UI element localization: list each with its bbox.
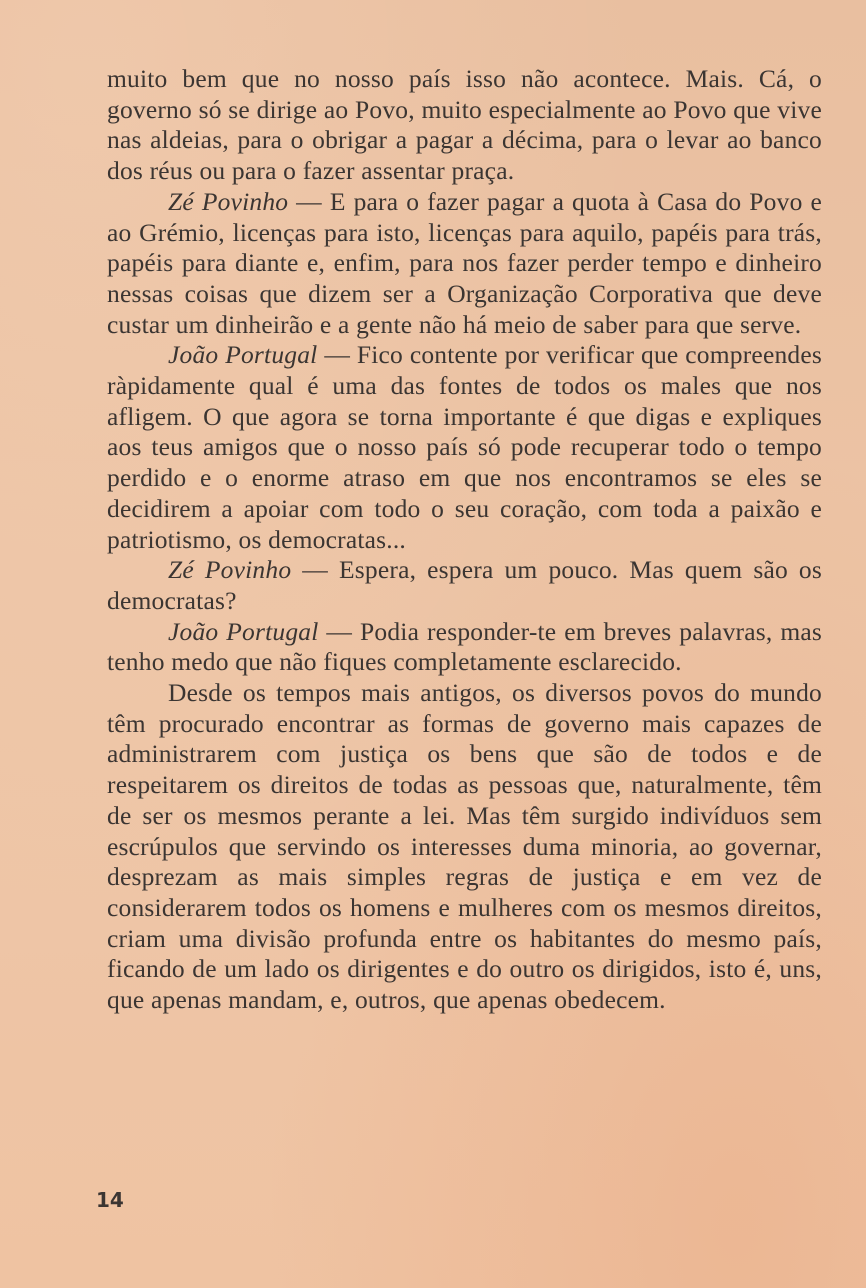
paragraph-6-text: Desde os tempos mais antigos, os diversos povos do mundo têm procurado encontrar as formas de governo mais capazes de administrarem com justiça os bens que são de todos e de respeitarem os direitos de todas as pessoas que, naturalmente, têm de ser os mesmos perante a lei. Mas têm surgido indivíduos sem escrúpulos que servindo os interesses duma minoria, ao governar, desprezam as mais simples regras de justiça e em vez de considerarem todos os homens e mulheres com os mesmos direitos, criam uma divisão profunda entre os habitantes do mesmo país, ficando de um lado os dirigentes e do outro os dirigidos, isto é, uns, que apenas mandam, e, outros, que apenas obedecem. bbox=[107, 678, 822, 1015]
speaker-joao-portugal: João Portugal bbox=[168, 340, 318, 370]
speaker-joao-portugal: João Portugal bbox=[168, 616, 319, 646]
body-text bbox=[107, 64, 822, 1016]
paragraph-5-text: — Podia responder-te em breves palavras, mas tenho medo que não fiques completamente esclarecido. bbox=[107, 616, 822, 677]
paragraph-6 bbox=[107, 678, 822, 1016]
paragraph-2 bbox=[107, 187, 822, 341]
paragraph-2-text: — E para o fazer pagar a quota à Casa do Povo e ao Grémio, licenças para isto, licenças para aquilo, papéis para trás, papéis para diante e, enfim, para nos fazer perder tempo e dinheiro nessas coisas que dizem ser a Organização Corporativa que deve custar um dinheirão e a gente não há meio de saber para que serve. bbox=[107, 186, 822, 339]
speaker-ze-povinho: Zé Povinho bbox=[168, 186, 289, 216]
paragraph-1-text: muito bem que no nosso país isso não acontece. Mais. Cá, o governo só se dirige ao Povo, muito especialmente ao Povo que vive nas aldeias, para o obrigar a pagar a décima, para o levar ao banco dos réus ou para o fazer assentar praça. bbox=[107, 64, 822, 186]
paragraph-3-text: — Fico contente por verificar que compreendes ràpidamente qual é uma das fontes de todos os males que nos afligem. O que agora se torna importante é que digas e expliques aos teus amigos que o nosso país só pode recuperar todo o tempo perdido e o enorme atraso em que nos encontramos se eles se decidirem a apoiar com todo o seu coração, com toda a paixão e patriotismo, os democratas... bbox=[107, 340, 823, 554]
paragraph-4 bbox=[107, 555, 822, 616]
page-number: 14 bbox=[96, 1188, 124, 1212]
speaker-ze-povinho: Zé Povinho bbox=[168, 555, 292, 585]
paragraph-5 bbox=[107, 617, 822, 678]
paragraph-3 bbox=[107, 340, 822, 555]
paragraph-4-text: — Espera, espera um pouco. Mas quem são os democratas? bbox=[107, 555, 823, 615]
paragraph-1 bbox=[107, 64, 822, 187]
